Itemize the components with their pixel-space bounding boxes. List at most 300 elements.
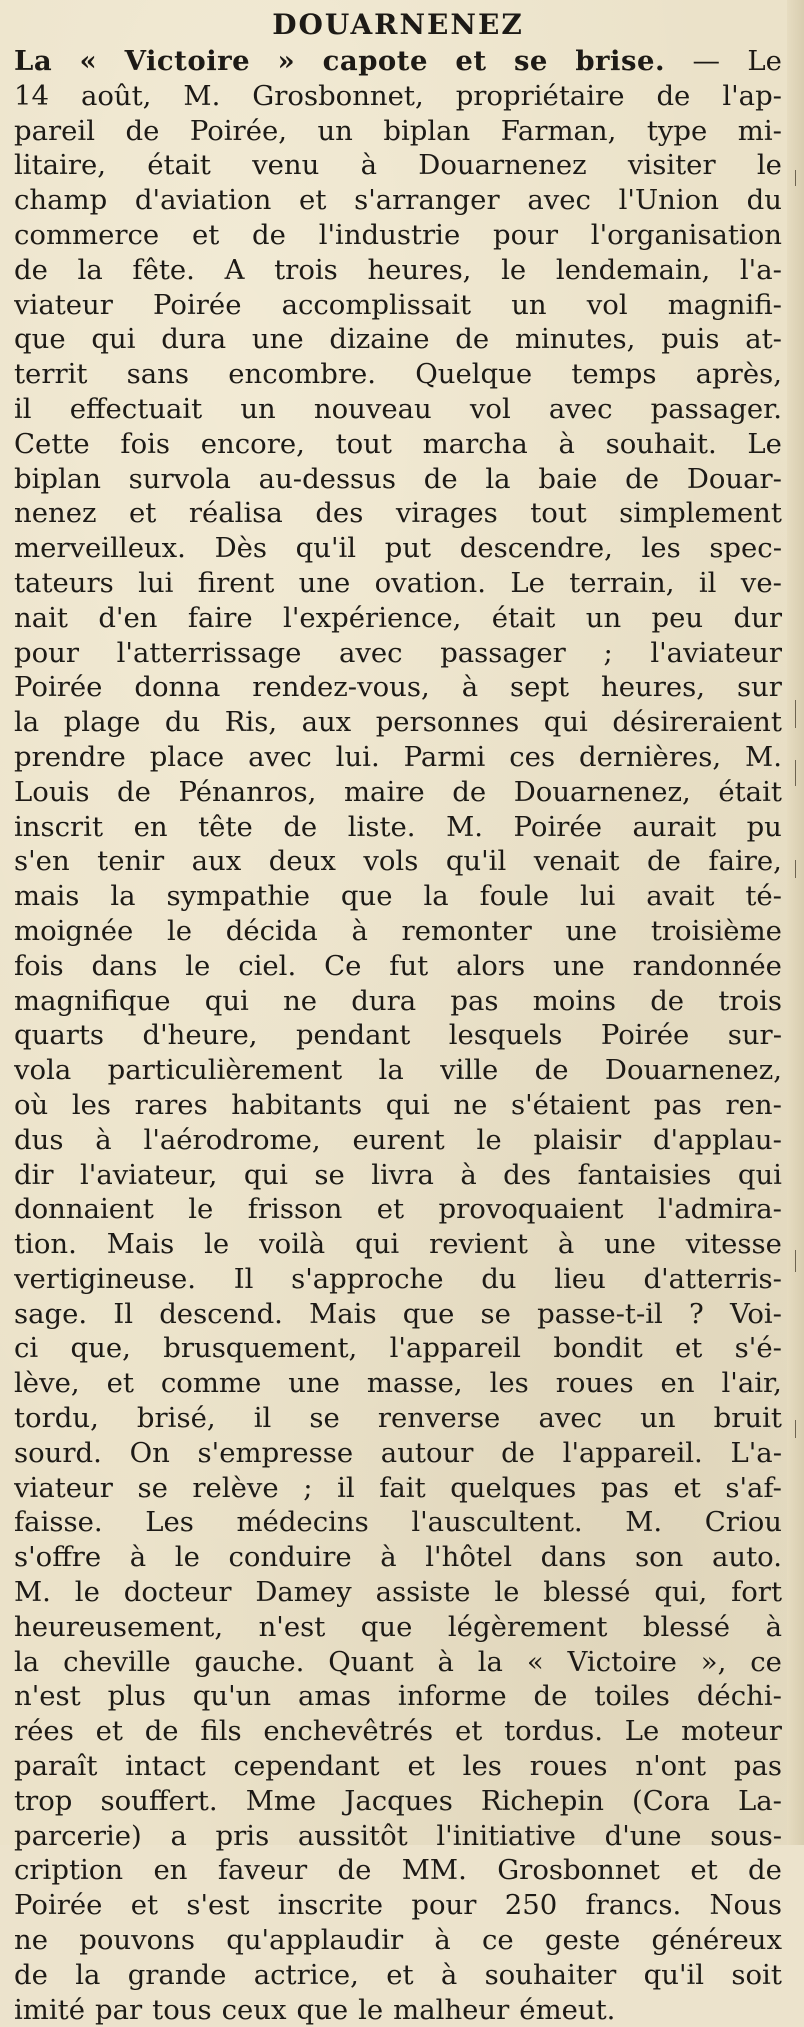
article-word: d'en: [98, 601, 158, 634]
article-word: décida: [225, 914, 318, 947]
article-word: tous: [152, 1993, 212, 2026]
article-word: il: [253, 1402, 272, 1435]
article-word: en: [133, 810, 168, 843]
article-line: [14, 1123, 782, 1158]
article-word: la: [75, 1958, 101, 1991]
article-word: moins: [532, 984, 616, 1017]
article-word: nait: [14, 601, 68, 634]
article-line: [14, 914, 782, 949]
article-word: magnifi-: [667, 288, 782, 321]
article-word: une: [251, 323, 304, 356]
article-word: ces: [509, 740, 556, 773]
article-word: qui: [543, 706, 588, 739]
article-word: 14: [14, 79, 49, 112]
article-word: cheville: [63, 1645, 171, 1678]
article-word: pris: [215, 1819, 270, 1852]
article-word: l'atterrissage: [116, 636, 302, 669]
article-word: des: [315, 497, 364, 530]
article-word: renverse: [377, 1402, 501, 1435]
article-word: brusquement,: [163, 1332, 358, 1365]
article-word: accomplissait: [281, 288, 472, 321]
article-word: heures,: [367, 253, 472, 286]
article-word: réalisa: [188, 497, 283, 530]
article-word: Louis: [14, 775, 90, 808]
article-word: ?: [689, 1297, 704, 1330]
article-word: faire: [187, 601, 253, 634]
article-word: les: [641, 532, 681, 565]
article-word: terrain,: [569, 566, 675, 599]
article-line: [14, 1645, 782, 1680]
article-word: Douar-: [686, 462, 782, 495]
article-line: [14, 740, 782, 775]
article-word: Le: [747, 427, 782, 460]
article-word: de: [533, 1680, 568, 1713]
article-word: et: [675, 1332, 703, 1365]
article-word: ;: [603, 636, 613, 669]
article-word: n'est: [14, 1680, 81, 1713]
article-word: et: [673, 1471, 701, 1504]
article-word: pouvons: [79, 1924, 196, 1957]
article-word: le: [174, 1541, 200, 1574]
article-word: ville: [440, 1054, 499, 1087]
article-word: et: [455, 45, 487, 77]
article-line: [14, 114, 782, 149]
column-rule: [787, 0, 804, 1845]
article-line: [14, 322, 782, 357]
article-line: [14, 1436, 782, 1471]
article-word: s'af-: [725, 1471, 782, 1504]
article-word: aussitôt: [297, 1819, 408, 1852]
article-word: pas: [653, 1088, 702, 1121]
article-line: [14, 984, 782, 1019]
article-word: lesquels: [448, 1019, 563, 1052]
article-word: Criou: [704, 1506, 782, 1539]
article-word: de: [337, 1854, 372, 1887]
article-word: que,: [70, 1332, 131, 1365]
article-word: la: [485, 462, 511, 495]
column-rule-mark: [795, 860, 796, 878]
article-line: [14, 1366, 782, 1401]
article-line: [14, 1540, 782, 1575]
article-word: en: [153, 1854, 188, 1887]
article-word: virages: [395, 497, 498, 530]
article-word: frisson: [247, 1193, 343, 1226]
article-word: »: [277, 45, 296, 77]
article-word: de: [650, 984, 685, 1017]
article-word: venu: [252, 149, 320, 182]
article-word: M.: [183, 79, 221, 112]
article-word: à: [557, 1228, 575, 1261]
article-word: avait: [646, 880, 715, 913]
article-word: dans: [540, 1541, 607, 1574]
article-word: l'aviateur: [650, 636, 782, 669]
article-word: a: [170, 1819, 187, 1852]
article-word: assiste: [375, 1576, 471, 1609]
article-word: qui: [204, 984, 249, 1017]
article-word: habitants: [231, 1088, 363, 1121]
article-word: le: [166, 914, 193, 947]
article-word: dura: [161, 323, 227, 356]
article-word: blessé: [642, 1610, 731, 1643]
article-word: livra: [371, 1158, 434, 1191]
article-line: [14, 705, 782, 740]
article-word: à: [360, 149, 378, 182]
article-line: [14, 79, 782, 114]
column-rule-mark: [795, 1420, 796, 1438]
article-word: d'applau-: [652, 1123, 782, 1156]
article-word: auto.: [712, 1541, 782, 1574]
article-word: commerce: [14, 218, 160, 251]
article-line: [14, 531, 782, 566]
article-word: et: [129, 497, 157, 530]
article-word: docteur: [123, 1576, 232, 1609]
article-line: [14, 148, 782, 183]
article-word: bondit: [553, 1332, 643, 1365]
article-word: moteur: [681, 1715, 782, 1748]
article-word: d'atterris-: [643, 1262, 782, 1295]
article-word: une: [565, 914, 618, 947]
article-word: qu'il: [643, 1958, 705, 1991]
article-word: la: [477, 1645, 503, 1678]
article-word: tenir: [97, 845, 165, 878]
article-line: [14, 1575, 782, 1610]
article-word: eurent: [352, 1123, 445, 1156]
article-word: Cette: [14, 427, 90, 460]
article-word: et: [376, 1193, 405, 1226]
article-word: à: [765, 1610, 782, 1643]
article-line: [14, 844, 782, 879]
article-word: Nous: [709, 1889, 782, 1922]
article-word: de: [455, 323, 490, 356]
article-word: Les: [145, 1506, 194, 1539]
article-word: dir: [14, 1158, 54, 1191]
article-line: [14, 1158, 782, 1193]
article-line: [14, 392, 782, 427]
article-word: rares: [134, 1088, 208, 1121]
article-word: On: [129, 1436, 170, 1469]
article-word: aux: [301, 706, 352, 739]
article-word: Poirée: [600, 1019, 690, 1052]
article-word: Pénanros,: [178, 775, 317, 808]
article-word: à: [440, 1958, 458, 1991]
article-word: la: [14, 706, 40, 739]
article-word: particulièrement: [107, 1054, 343, 1087]
article-line: [14, 601, 782, 636]
article-word: aurait: [632, 810, 717, 843]
article-word: capote: [322, 45, 428, 77]
article-line: [14, 427, 782, 462]
article-word: visiter: [627, 149, 716, 182]
article-word: qui,: [654, 1576, 708, 1609]
article-word: était: [718, 775, 782, 808]
article-word: M.: [625, 1506, 663, 1539]
article-word: sans: [126, 358, 190, 391]
article-word: comme: [160, 1367, 262, 1400]
article-word: n'ont: [635, 1750, 706, 1783]
article-word: sympathie: [166, 880, 310, 913]
article-line: [14, 1401, 782, 1436]
article-word: Damey: [255, 1576, 352, 1609]
article-word: de: [14, 1958, 48, 1991]
article-word: et: [386, 1958, 414, 1991]
article-word: qui: [385, 1088, 430, 1121]
article-word: de: [656, 79, 691, 112]
article-word: s'offre: [14, 1541, 102, 1574]
article-word: sept: [510, 671, 570, 704]
article-word: de: [534, 1054, 569, 1087]
article-line: [14, 1471, 782, 1506]
article-word: put: [384, 532, 432, 565]
article-word: s'empresse: [197, 1436, 354, 1469]
article-word: Grosbonnet: [497, 1854, 660, 1887]
article-word: ne: [453, 1088, 488, 1121]
article-word: imité: [14, 1993, 85, 2026]
article-word: rées: [14, 1715, 74, 1748]
article-word: l'auscultent.: [411, 1506, 583, 1539]
article-word: brisé,: [136, 1402, 216, 1435]
article-word: fils: [200, 1715, 242, 1748]
article-word: à: [380, 1541, 397, 1574]
article-word: baie: [538, 462, 598, 495]
article-word: d'aviation: [134, 184, 272, 217]
article-line: [14, 1018, 782, 1053]
article-word: était: [491, 601, 556, 634]
article-word: de: [117, 775, 151, 808]
article-word: tion.: [14, 1228, 77, 1261]
article-word: Le: [624, 1715, 660, 1748]
article-word: at-: [745, 323, 782, 356]
article-word: le: [74, 1576, 100, 1609]
article-word: la: [378, 1054, 404, 1087]
article-word: aux: [191, 845, 242, 878]
article-word: se: [309, 1402, 340, 1435]
article-word: dur: [733, 601, 782, 634]
article-line: [14, 253, 782, 288]
article-word: tateurs: [14, 566, 114, 599]
article-word: viateur: [14, 1471, 113, 1504]
article-word: l'a-: [739, 253, 782, 286]
article-word: rendez-vous,: [252, 671, 430, 704]
article-word: se: [314, 1158, 345, 1191]
article-word: grande: [127, 1958, 227, 1991]
article-word: té-: [745, 880, 782, 913]
article-word: à: [434, 1924, 451, 1957]
article-body: [14, 44, 782, 2027]
article-word: sous-: [710, 1819, 782, 1852]
article-word: faire,: [708, 845, 782, 878]
article-line: [14, 1331, 782, 1366]
article-word: Grosbonnet,: [252, 79, 424, 112]
article-line: [14, 462, 782, 497]
article-word: ne: [14, 1924, 48, 1957]
article-line: [14, 1227, 782, 1262]
article-word: peu: [651, 601, 704, 634]
article-word: amas: [297, 1680, 371, 1713]
article-word: informe: [397, 1680, 507, 1713]
article-word: Quelque: [415, 358, 533, 391]
article-word: sur-: [727, 1019, 782, 1052]
article-word: minutes,: [514, 323, 636, 356]
article-word: qu'il: [445, 845, 507, 878]
article-word: effectuait: [69, 392, 203, 425]
article-word: foule: [479, 880, 550, 913]
article-word: et: [95, 1715, 123, 1748]
article-word: A: [224, 253, 245, 286]
article-word: ne: [283, 984, 318, 1017]
article-word: du: [481, 1262, 517, 1295]
article-word: lui: [580, 880, 616, 913]
article-word: vol: [586, 288, 628, 321]
article-word: de: [423, 462, 458, 495]
article-word: Poirée: [153, 288, 242, 321]
article-word: Mme: [245, 1784, 317, 1817]
article-word: relève: [192, 1471, 279, 1504]
article-word: troisième: [650, 914, 782, 947]
article-word: l'ap-: [722, 79, 782, 112]
article-word: le: [204, 1228, 230, 1261]
article-word: gauche.: [194, 1645, 305, 1678]
article-word: généreux: [651, 1924, 782, 1957]
article-word: Ris,: [224, 706, 278, 739]
article-word: l'aérodrome,: [143, 1123, 321, 1156]
article-word: à: [461, 671, 479, 704]
article-word: revient: [429, 1228, 528, 1261]
article-line: [14, 949, 782, 984]
article-word: trois: [718, 984, 782, 1017]
article-word: Quant: [328, 1645, 414, 1678]
article-word: toiles: [594, 1680, 670, 1713]
article-word: Poirée: [14, 671, 103, 704]
article-word: champ: [14, 184, 108, 217]
article-word: survola: [128, 462, 231, 495]
article-word: qui: [737, 1158, 782, 1191]
article-word: mi-: [737, 114, 782, 147]
article-word: souhaiter: [484, 1958, 617, 1991]
article-word: ve-: [740, 566, 782, 599]
article-word: ;: [303, 1471, 313, 1504]
article-word: qu'un: [192, 1680, 272, 1713]
article-word: ren-: [725, 1088, 782, 1121]
article-word: parcerie): [14, 1819, 142, 1852]
article-word: fois: [120, 427, 171, 460]
article-word: il: [698, 566, 717, 599]
article-word: plus: [107, 1680, 166, 1713]
article-word: un: [317, 114, 353, 147]
article-word: il: [14, 392, 32, 425]
article-word: pas: [450, 984, 499, 1017]
article-word: août,: [80, 79, 152, 112]
article-word: paraît: [14, 1750, 98, 1783]
article-word: alors: [456, 949, 526, 982]
article-word: une: [288, 1367, 340, 1400]
article-word: mais: [14, 880, 80, 913]
article-word: tout: [335, 427, 392, 460]
article-word: la: [423, 880, 449, 913]
article-word: l'hôtel: [425, 1541, 512, 1574]
article-word: trois: [274, 253, 338, 286]
article-word: Mais: [106, 1228, 175, 1261]
article-word: vitesse: [685, 1228, 782, 1261]
article-word: quelques: [450, 1471, 577, 1504]
article-word: la: [14, 1645, 40, 1678]
article-word: propriétaire: [455, 79, 625, 112]
article-word: l'air,: [721, 1367, 782, 1400]
article-word: magnifique: [14, 984, 171, 1017]
article-word: deux: [268, 845, 336, 878]
article-word: à: [95, 1123, 112, 1156]
article-word: d'une: [604, 1819, 682, 1852]
article-word: territ: [14, 358, 88, 391]
article-word: de: [647, 845, 681, 878]
article-word: dura: [351, 984, 417, 1017]
article-word: Douarnenez,: [513, 775, 691, 808]
article-word: cription: [14, 1854, 124, 1887]
article-word: le: [358, 1993, 384, 2026]
article-word: une: [553, 949, 605, 982]
article-line: [14, 44, 782, 79]
article-word: fantaisies: [577, 1158, 712, 1191]
article-word: la: [77, 253, 103, 286]
article-word: n'est: [258, 1610, 326, 1643]
article-word: Victoire: [124, 45, 251, 77]
article-word: La-: [737, 1784, 782, 1817]
article-word: que: [360, 1610, 413, 1643]
article-word: La: [14, 45, 53, 77]
article-word: «: [79, 45, 98, 77]
article-word: fois: [14, 949, 64, 982]
article-word: à: [129, 1541, 147, 1574]
article-word: liste.: [347, 810, 416, 843]
article-word: Richepin: [480, 1784, 604, 1817]
article-word: personnes: [375, 706, 520, 739]
article-word: déchi-: [696, 1680, 782, 1713]
article-word: les: [489, 1367, 529, 1400]
article-word: 250: [504, 1889, 558, 1922]
article-word: où: [14, 1088, 49, 1121]
article-line: [14, 1505, 782, 1540]
article-word: plaisir: [533, 1123, 622, 1156]
article-word: encore,: [200, 427, 305, 460]
article-word: au-dessus: [258, 462, 396, 495]
article-word: Jacques: [344, 1784, 453, 1817]
article-word: l'appareil: [389, 1332, 521, 1365]
article-word: masse,: [366, 1367, 463, 1400]
article-word: L'a-: [730, 1436, 782, 1469]
article-word: d'heure,: [142, 1019, 258, 1052]
article-word: viateur: [14, 288, 113, 321]
article-word: prendre: [14, 740, 126, 773]
article-word: actrice,: [253, 1958, 359, 1991]
article-word: des: [503, 1158, 552, 1191]
article-word: le: [188, 1193, 214, 1226]
article-word: qui: [91, 323, 136, 356]
article-word: MM.: [401, 1854, 467, 1887]
article-word: l'Union: [618, 184, 719, 217]
article-word: Il: [113, 1297, 133, 1330]
article-word: fort: [731, 1576, 782, 1609]
article-word: Poirée: [14, 1889, 103, 1922]
article-word: ci: [14, 1332, 39, 1365]
article-line: [14, 1819, 782, 1854]
article-word: un: [511, 288, 547, 321]
article-line: [14, 1853, 782, 1888]
article-word: inscrit: [14, 810, 104, 843]
article-word: qu'applaudir: [226, 1924, 404, 1957]
article-word: se: [137, 1471, 168, 1504]
article-word: blessé: [543, 1576, 631, 1609]
article-word: Le: [747, 45, 782, 77]
article-word: nouveau: [313, 392, 432, 425]
